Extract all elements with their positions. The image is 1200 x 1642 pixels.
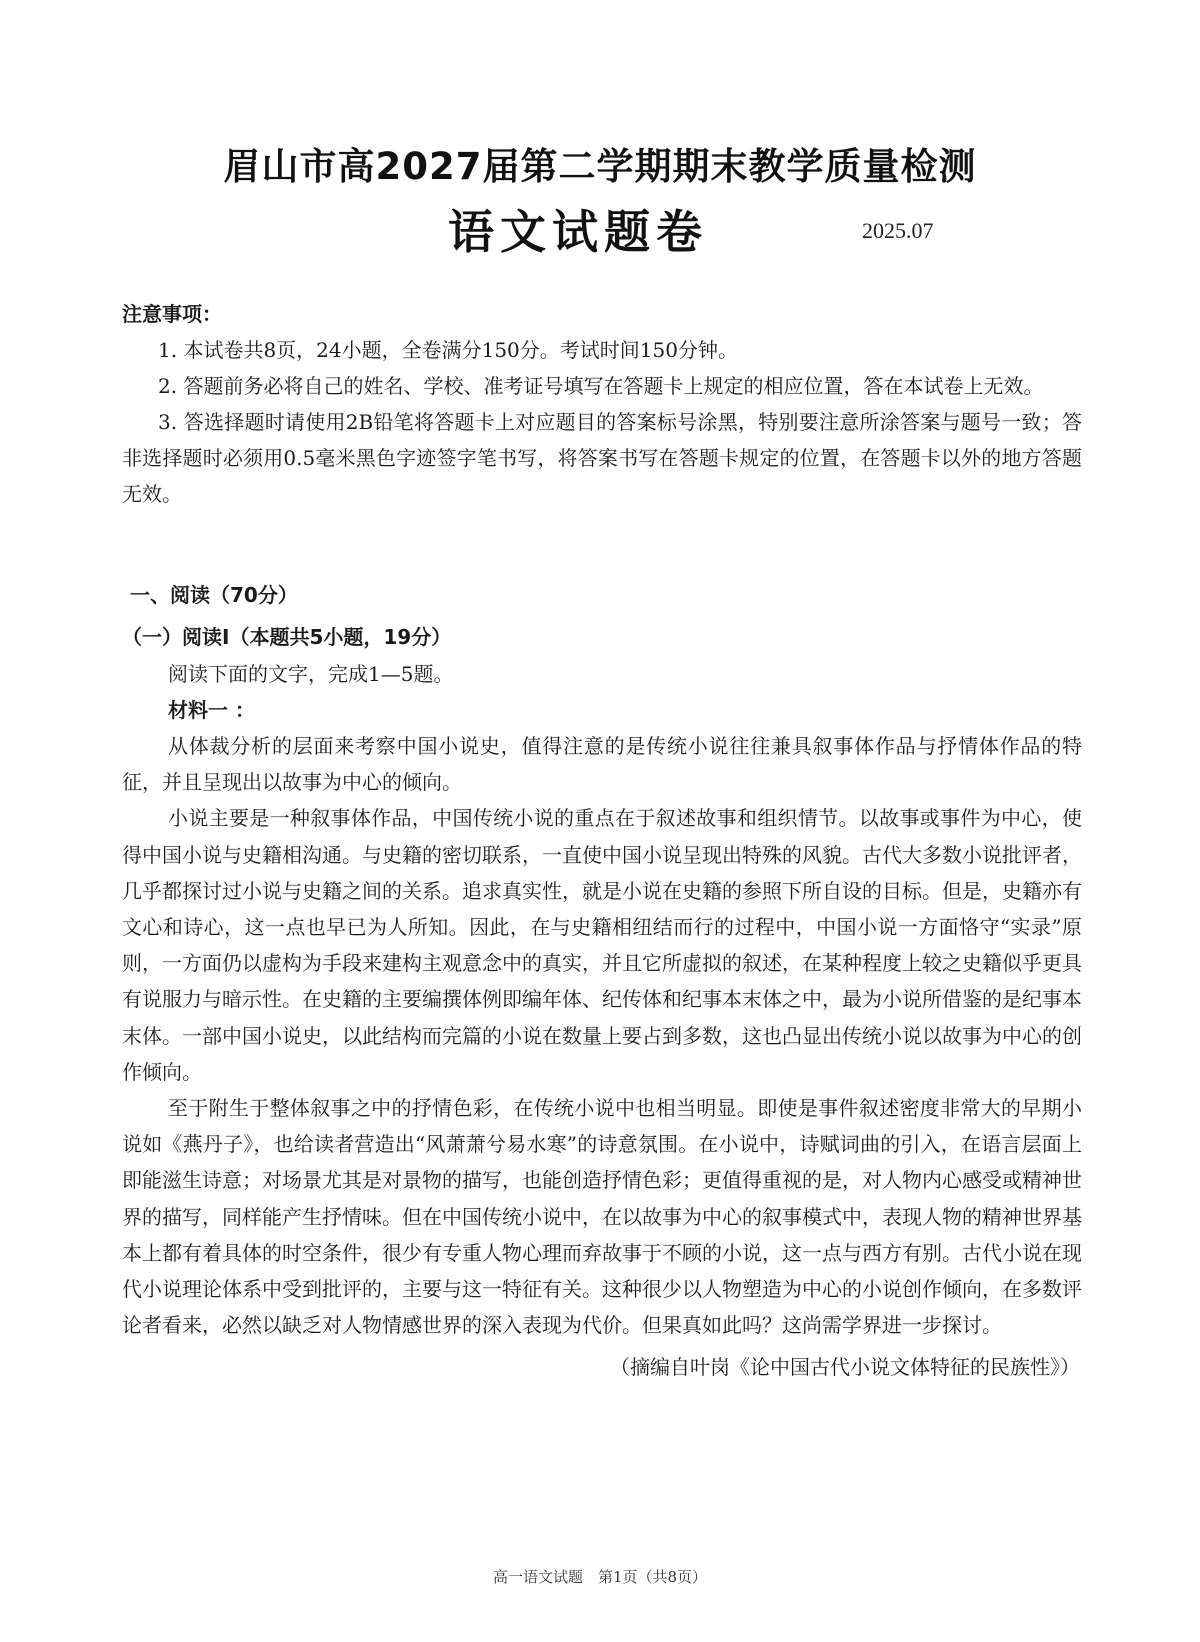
exam-subtitle: 语文试题卷 [448, 205, 708, 259]
subsection-heading: （一）阅读Ⅰ（本题共5小题，19分） [122, 625, 452, 649]
material-paragraph-3: 至于附生于整体叙事之中的抒情色彩，在传统小说中也相当明显。即使是事件叙述密度非常大的早期小说如《燕丹子》，也给读者营造出“风萧萧兮易水寒”的诗意氛围。在小说中，诗赋词曲的引入，在语言层面上即能滋生诗意；对场景尤其是对景物的描写，也能创造抒情色彩；更值得重视的是，对人物内心感受或精神世界的描写，同样能产生抒情味。但在中国传统小说中，在以故事为中心的叙事模式中，表现人物的精神世界基本上都有着具体的时空条件，很少有专重人物心理而弃故事于不顾的小说，这一点与西方有别。古代小说在现代小说理论体系中受到批评的，主要与这一特征有关。这种很少以人物塑造为中心的小说创作倾向，在多数评论者看来，必然以缺乏对人物情感世界的深入表现为代价。但果真如此吗？这尚需学界进一步探讨。 [122, 1096, 1082, 1338]
material-paragraph-2: 小说主要是一种叙事体作品，中国传统小说的重点在于叙述故事和组织情节。以故事或事件为中心，使得中国小说与史籍相沟通。与史籍的密切联系，一直使中国小说呈现出特殊的风貌。古代大多数小说批评者，几乎都探讨过小说与史籍之间的关系。追求真实性，就是小说在史籍的参照下所自设的目标。但是，史籍亦有文心和诗心，这一点也早已为人所知。因此，在与史籍相纽结而行的过程中，中国小说一方面恪守“实录”原则，一方面仍以虚构为手段来建构主观意念中的真实，并且它所虚拟的叙述，在某种程度上较之史籍似乎更具有说服力与暗示性。在史籍的主要编撰体例即编年体、纪传体和纪事本末体之中，最为小说所借鉴的是纪事本末体。一部中国小说史，以此结构而完篇的小说在数量上要占到多数，这也凸显出传统小说以故事为中心的创作倾向。 [122, 806, 1082, 1084]
notice-heading: 注意事项： [122, 302, 222, 326]
section-heading: 一、阅读（70分） [130, 583, 298, 607]
exam-title: 眉山市高2027届第二学期期末教学质量检测 [223, 145, 977, 188]
subtitle-row [0, 196, 1200, 259]
reading-section [122, 576, 1082, 1387]
notice-block [122, 296, 1082, 512]
material-source: （摘编自叶岗《论中国古代小说文体特征的民族性》） [610, 1355, 1080, 1380]
page-footer: 高一语文试题 第1页（共8页） [492, 1568, 708, 1586]
reading-instruction: 阅读下面的文字，完成1—5题。 [168, 662, 454, 686]
notice-item-3: 3. 答选择题时请使用2B铅笔将答题卡上对应题目的答案标号涂黑，特别要注意所涂答案与题号一致；答非选择题时必须用0.5毫米黑色字迹签字笔书写，将答案书写在答题卡规定的位置，在答题卡以外的地方答题无效。 [122, 410, 1082, 506]
material-label: 材料一 ： [168, 698, 255, 722]
notice-item-2: 2. 答题前务必将自己的姓名、学校、准考证号填写在答题卡上规定的相应位置，答在本试卷上无效。 [158, 374, 1044, 398]
material-paragraph-1: 从体裁分析的层面来考察中国小说史，值得注意的是传统小说往往兼具叙事体作品与抒情体作品的特征，并且呈现出以故事为中心的倾向。 [122, 734, 1082, 795]
exam-date: 2025.07 [862, 218, 934, 243]
notice-item-1: 1. 本试卷共8页，24小题，全卷满分150分。考试时间150分钟。 [158, 338, 738, 362]
